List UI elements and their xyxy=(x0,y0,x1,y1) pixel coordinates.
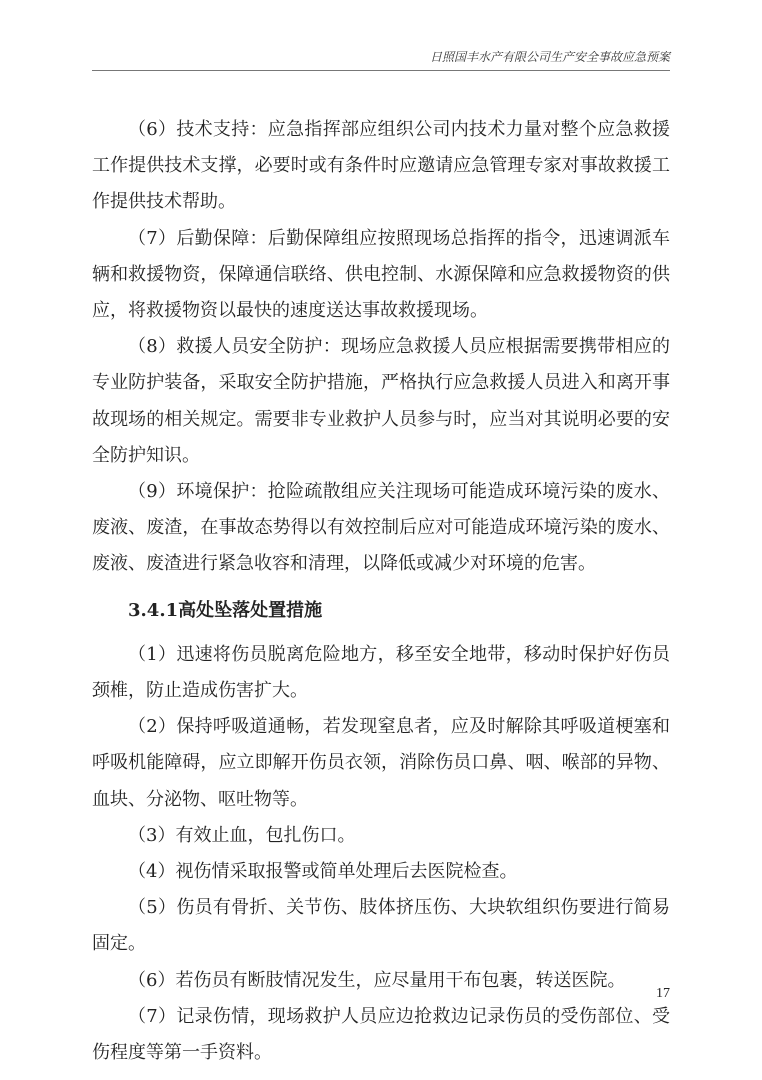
header-title: 日照国丰水产有限公司生产安全事故应急预案 xyxy=(429,50,670,64)
page-header xyxy=(92,44,670,71)
paragraph-fall-measure-7: （7）记录伤情，现场救护人员应边抢救边记录伤员的受伤部位、受伤程度等第一手资料。 xyxy=(92,1005,670,1064)
paragraph-logistics-support: （7）后勤保障：后勤保障组应按照现场总指挥的指令，迅速调派车辆和救援物资，保障通信联络、供电控制、水源保障和应急救援物资的供应，将救援物资以最快的速度送达事故救援现场。 xyxy=(92,227,670,322)
section-heading: 3.4.1高处坠落处置措施 xyxy=(128,599,323,621)
paragraph-fall-measure-2: （2）保持呼吸道通畅，若发现窒息者，应及时解除其呼吸道梗塞和呼吸机能障碍，应立即解开伤员衣领，消除伤员口鼻、咽、喉部的异物、血块、分泌物、呕吐物等。 xyxy=(92,716,670,810)
paragraph-fall-measure-4: （4）视伤情采取报警或简单处理后去医院检查。 xyxy=(128,861,518,883)
paragraph-fall-measure-5: （5）伤员有骨折、关节伤、肢体挤压伤、大块软组织伤要进行简易固定。 xyxy=(92,897,670,955)
paragraph-fall-measure-1: （1）迅速将伤员脱离危险地方，移至安全地带，移动时保护好伤员颈椎，防止造成伤害扩大。 xyxy=(92,643,670,702)
paragraph-fall-measure-6: （6）若伤员有断肢情况发生，应尽量用干布包裹，转送医院。 xyxy=(128,969,626,991)
paragraph-environmental-protection: （9）环境保护：抢险疏散组应关注现场可能造成环境污染的废水、废液、废渣，在事故态势得以有效控制后应对可能造成环境污染的废水、废液、废渣进行紧急收容和清理，以降低或减少对环境的危害。 xyxy=(92,481,670,575)
page-content xyxy=(92,112,670,1071)
paragraph-technical-support: （6）技术支持：应急指挥部应组织公司内技术力量对整个应急救援工作提供技术支撑，必要时或有条件时应邀请应急管理专家对事故救援工作提供技术帮助。 xyxy=(92,119,670,213)
page-number: 17 xyxy=(656,986,670,1001)
paragraph-rescuer-safety-protection: （8）救援人员安全防护：现场应急救援人员应根据需要携带相应的专业防护装备，采取安全防护措施，严格执行应急救援人员进入和离开事故现场的相关规定。需要非专业救护人员参与时，应当对其说明必要的安全防护知识。 xyxy=(92,336,670,466)
paragraph-fall-measure-3: （3）有效止血，包扎伤口。 xyxy=(128,824,356,846)
